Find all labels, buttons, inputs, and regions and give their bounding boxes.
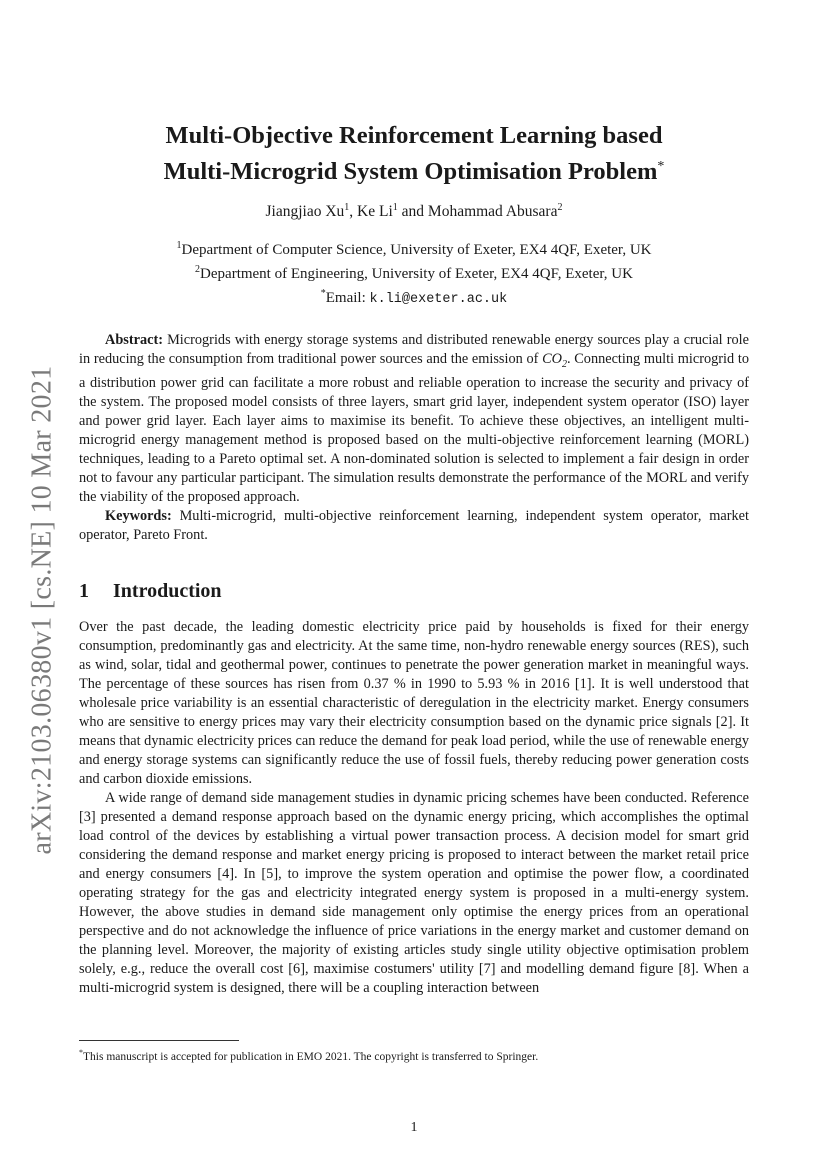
author-name: Ke Li <box>357 203 393 221</box>
affiliation-text: Department of Engineering, University of Exeter, EX4 4QF, Exeter, UK <box>200 266 633 282</box>
keywords-label: Keywords: <box>105 507 172 524</box>
co2-formula <box>542 351 567 370</box>
introduction-body <box>79 618 749 998</box>
footnote-text: This manuscript is accepted for publication in EMO 2021. The copyright is transferred to Springer. <box>83 1050 539 1063</box>
co2-subscript: 2 <box>561 358 567 370</box>
author-affiliation-mark: 1 <box>344 202 350 213</box>
arxiv-stamp <box>22 360 62 860</box>
co2-base: CO <box>542 351 562 367</box>
title-footnote-mark: * <box>657 159 665 174</box>
author-list <box>79 202 749 221</box>
author-name: Mohammad Abusara <box>427 203 558 221</box>
abstract-block <box>79 331 749 545</box>
title-line-2 <box>79 151 749 187</box>
section-heading <box>79 580 749 603</box>
email-line <box>79 284 749 310</box>
keywords-paragraph <box>79 507 749 545</box>
footnote <box>79 1046 749 1064</box>
affiliation-line <box>79 236 749 260</box>
abstract-text-part-1: Microgrids with energy storage systems and distributed renewable energy sources play a crucial role in reducing the consumption from traditional power sources and the emission of <box>79 332 749 367</box>
paper-title <box>79 120 749 187</box>
author-affiliation-mark: 2 <box>557 202 563 213</box>
affiliation-mark: 1 <box>176 240 182 251</box>
email-address[interactable]: k.li@exeter.ac.uk <box>369 292 508 307</box>
section-title: Introduction <box>113 580 222 602</box>
abstract-label: Abstract: <box>105 332 163 348</box>
author-name: Jiangjiao Xu <box>265 203 345 221</box>
author-affiliation-mark: 1 <box>392 202 398 213</box>
keywords-text: Multi-microgrid, multi-objective reinforcement learning, independent system operator, market operator, Pareto Front. <box>79 507 749 543</box>
affiliation-line <box>79 260 749 284</box>
arxiv-identifier: arXiv:2103.06380v1 [cs.NE] 10 Mar 2021 <box>26 365 58 855</box>
author-separator: and <box>397 203 428 221</box>
body-paragraph: Over the past decade, the leading domestic electricity price paid by households is fixed for their energy consumption, predominantly gas and electricity. At the same time, non-hydro renewable energy sources (RES), such as wind, solar, tidal and geothermal power, continues to penetrate the power generation market in meaningful ways. The percentage of these sources has risen from 0.37 % in 1990 to 5.93 % in 2016 [1]. It is well understood that wholesale price variability is an essential characteristic of deregulation in the electricity market. Energy consumers who are sensitive to energy prices may vary their electricity consumption based on the dynamic price signals [2]. It means that dynamic electricity prices can reduce the demand for peak load period, while the use of renewable energy and energy storage systems can significantly reduce the use of fossil fuels, thereby reducing power generation costs and carbon dioxide emissions. <box>79 619 749 787</box>
author-separator: , <box>349 203 358 221</box>
title-line-2-text: Multi-Microgrid System Optimisation Problem <box>163 158 658 186</box>
affiliation-text: Department of Computer Science, University of Exeter, EX4 4QF, Exeter, UK <box>181 242 652 258</box>
page-number: 1 <box>410 1120 418 1135</box>
footnote-mark: * <box>79 1048 83 1057</box>
abstract-paragraph <box>79 331 749 507</box>
abstract-text-part-2: . Connecting multi microgrid to a distribution power grid can facilitate a more robust and reliable operation to increase the security and privacy of the system. The proposed model consists of three layers, smart grid layer, independent system operator (ISO) layer and power grid layer. Each layer aims to maximise its benefit. To achieve these objectives, an intelligent multi-microgrid energy management method is proposed based on the multi-objective reinforcement learning (MORL) techniques, leading to a Pareto optimal set. A non-dominated solution is selected to implement a fair design in order not to favour any particular participant. The simulation results demonstrate the performance of the MORL and verify the viability of the proposed approach. <box>79 351 750 505</box>
email-label: Email: <box>325 290 370 306</box>
footnote-divider <box>79 1040 239 1041</box>
email-mark: * <box>320 288 326 299</box>
section-number: 1 <box>79 580 89 602</box>
title-line-1: Multi-Objective Reinforcement Learning based <box>165 122 663 149</box>
affiliations <box>79 236 749 310</box>
body-paragraph: A wide range of demand side management studies in dynamic pricing schemes have been conducted. Reference [3] presented a demand response approach based on the dynamic energy pricing, which accomplishes the optimal load control of the devices by establishing a virtual power transaction process. A decision model for smart grid considering the demand response and market energy pricing is proposed to interact between the market retail price and energy consumers [4]. In [5], to improve the system operation and optimise the power flow, a coordinated operating strategy for the gas and electricity integrated energy system is proposed in a multi-energy system. However, the above studies in demand side management only optimise the energy prices from an operational perspective and do not acknowledge the influence of price variations in the energy market and customer demand on the planning level. Moreover, the majority of existing articles study single utility objective optimisation problem solely, e.g., reduce the overall cost [6], maximise costumers' utility [7] and modelling demand figure [8]. When a multi-microgrid system is designed, there will be a coupling interaction between <box>79 790 749 996</box>
affiliation-mark: 2 <box>195 264 201 275</box>
